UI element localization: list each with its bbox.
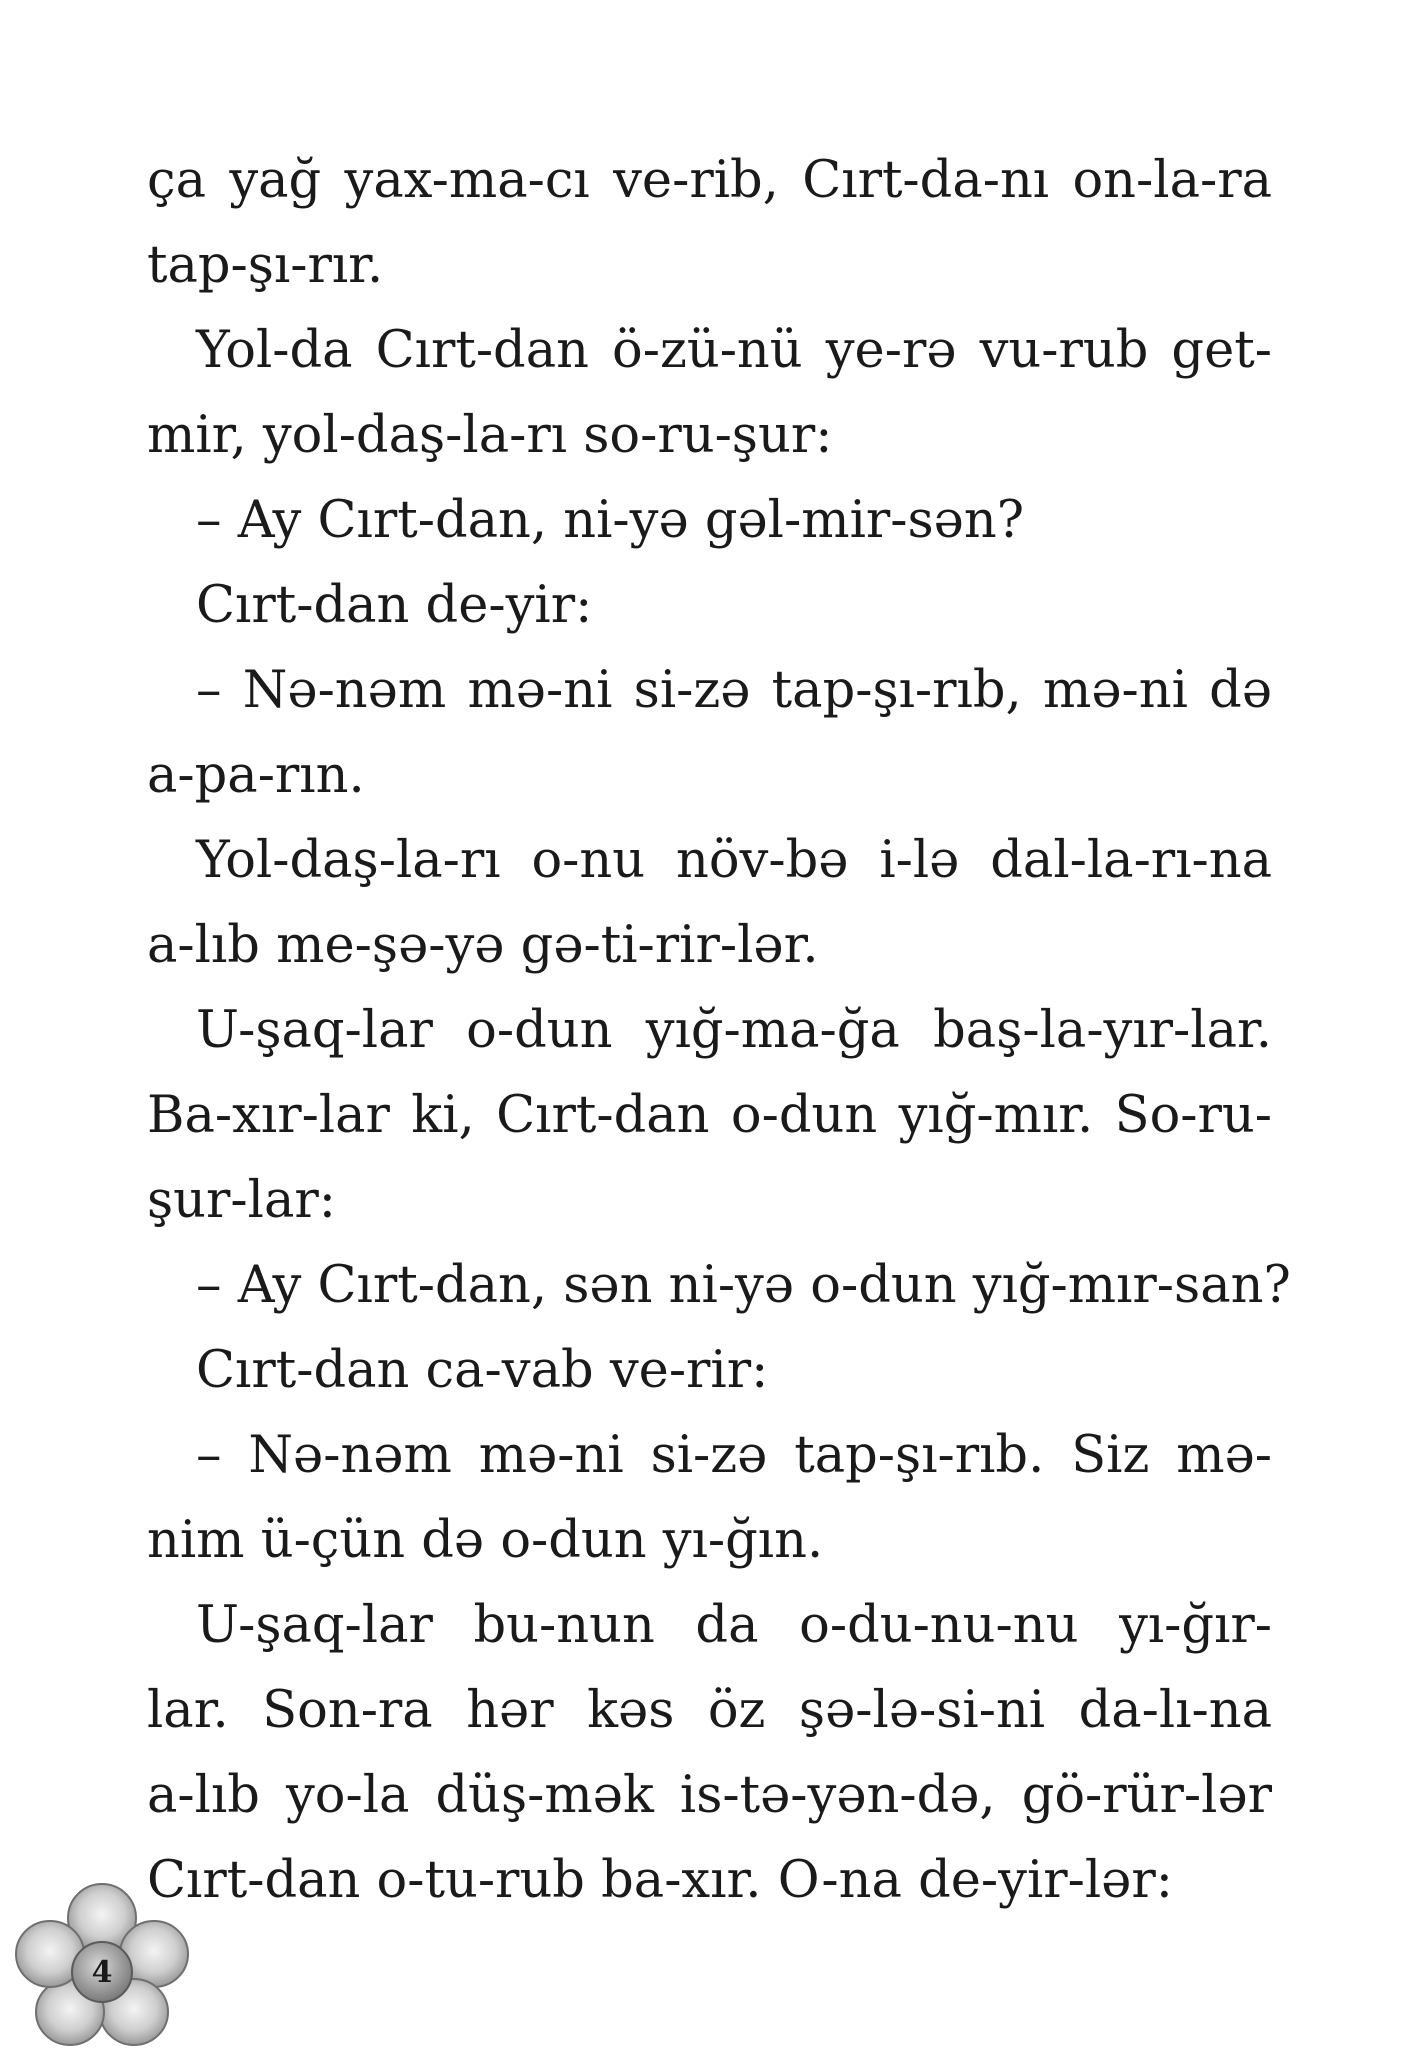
text-line: U-şaq-lar o-dun yığ-ma-ğa baş-la-yır-lar.: [196, 1001, 1272, 1060]
flower-icon: [14, 1880, 190, 2048]
text-line: a-lıb me-şə-yə gə-ti-rir-lər.: [147, 916, 819, 975]
text-line: Cırt-dan o-tu-rub ba-xır. O-na de-yir-lər:: [147, 1851, 1173, 1910]
text-line: nim ü-çün də o-dun yı-ğın.: [147, 1511, 824, 1570]
text-line: lar. Son-ra hər kəs öz şə-lə-si-ni da-lı-na: [147, 1681, 1272, 1740]
text-line: – Ay Cırt-dan, ni-yə gəl-mir-sən?: [196, 491, 1025, 550]
story-text: [147, 138, 1291, 1923]
page-number-badge: [14, 1880, 190, 2048]
text-line: tap-şı-rır.: [147, 236, 384, 295]
text-line: Cırt-dan de-yir:: [196, 576, 593, 635]
text-line: U-şaq-lar bu-nun da o-du-nu-nu yı-ğır-: [196, 1596, 1272, 1655]
text-line: şur-lar:: [147, 1171, 336, 1230]
text-line: Yol-daş-la-rı o-nu növ-bə i-lə dal-la-rı-na: [196, 831, 1272, 890]
text-line: ça yağ yax-ma-cı ve-rib, Cırt-da-nı on-la-ra: [147, 151, 1272, 210]
text-line: mir, yol-daş-la-rı so-ru-şur:: [147, 406, 833, 465]
text-line: – Nə-nəm mə-ni si-zə tap-şı-rıb. Siz mə-: [196, 1426, 1272, 1485]
text-line: a-pa-rın.: [147, 746, 365, 805]
page-number: 4: [91, 1955, 113, 1990]
text-line: Ba-xır-lar ki, Cırt-dan o-dun yığ-mır. So-ru-: [147, 1086, 1272, 1145]
text-line: a-lıb yo-la düş-mək is-tə-yən-də, gö-rür-lər: [147, 1766, 1272, 1825]
text-line: – Ay Cırt-dan, sən ni-yə o-dun yığ-mır-san?: [196, 1256, 1291, 1315]
text-line: Yol-da Cırt-dan ö-zü-nü ye-rə vu-rub get-: [196, 321, 1272, 380]
text-line: – Nə-nəm mə-ni si-zə tap-şı-rıb, mə-ni də: [196, 661, 1272, 720]
text-line: Cırt-dan ca-vab ve-rir:: [196, 1341, 769, 1400]
